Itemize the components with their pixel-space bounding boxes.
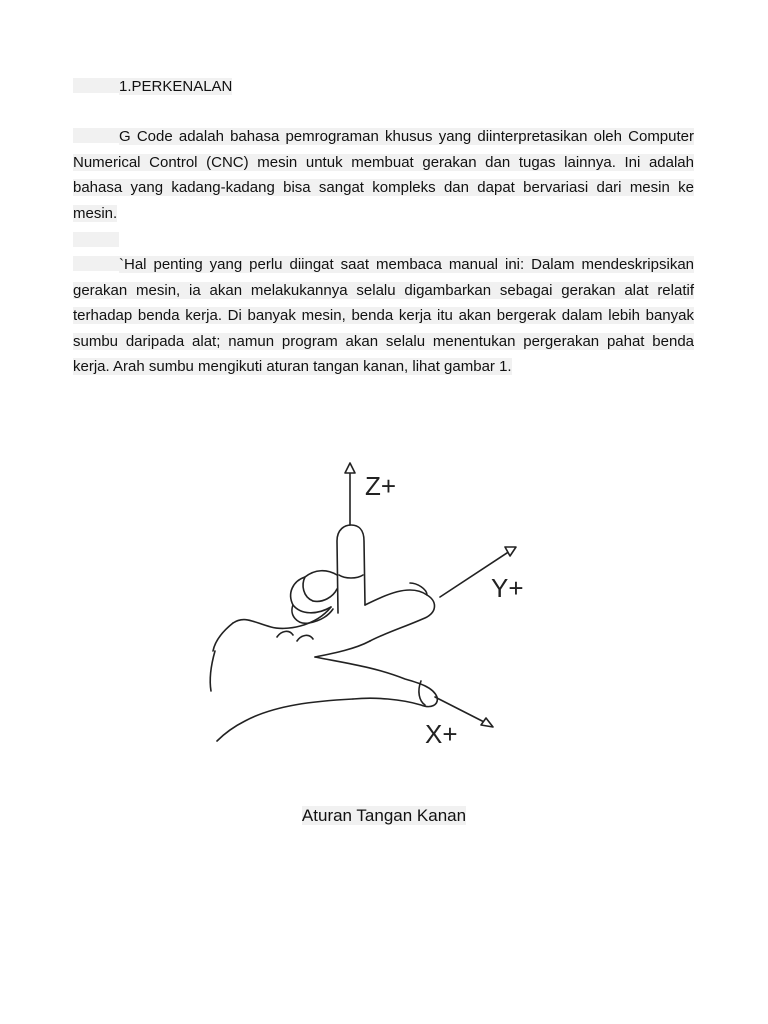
figure-caption <box>0 806 768 826</box>
paragraph-note <box>73 252 694 380</box>
z-axis-arrow <box>345 463 355 525</box>
indent-highlight <box>73 78 119 93</box>
axis-label-y: Y+ <box>491 573 524 603</box>
empty-line-highlight <box>73 232 119 247</box>
paragraph-intro <box>73 124 694 226</box>
indent-highlight <box>73 128 119 143</box>
section-heading <box>73 74 694 100</box>
axis-label-z: Z+ <box>365 471 397 501</box>
right-hand-rule-figure <box>205 455 545 755</box>
heading-text: 1.PERKENALAN <box>119 78 233 95</box>
figure-caption-text: Aturan Tangan Kanan <box>301 806 467 825</box>
indent-highlight <box>73 256 119 271</box>
axis-label-x: X+ <box>425 719 458 749</box>
paragraph-note-text: `Hal penting yang perlu diingat saat membaca manual ini: Dalam mendeskripsikan gerakan mesin, ia akan melakukannya selalu digambarkan sebagai gerakan alat relatif terhadap benda kerja. Di banyak mesin, benda kerja itu akan bergerak dalam lebih banyak sumbu daripada alat; namun program akan selalu menentukan pergerakan pahat benda kerja. Arah sumbu mengikuti aturan tangan kanan, lihat gambar 1. <box>73 256 694 376</box>
paragraph-intro-text: G Code adalah bahasa pemrograman khusus yang diinterpretasikan oleh Computer Numerical Control (CNC) mesin untuk membuat gerakan dan tugas lainnya. Ini adalah bahasa yang kadang-kadang bisa sangat kompleks dan dapat bervariasi dari mesin ke mesin. <box>73 128 694 222</box>
hand-drawing <box>210 525 437 741</box>
